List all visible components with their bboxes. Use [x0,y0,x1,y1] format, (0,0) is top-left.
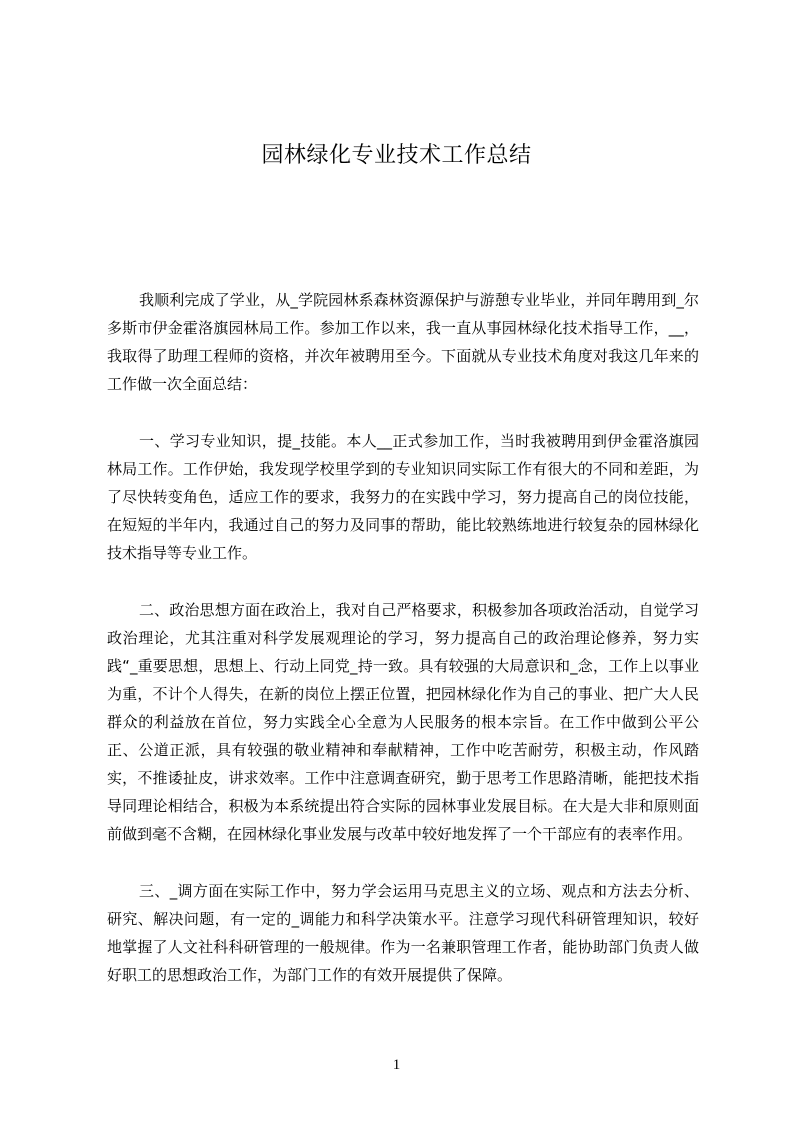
document-title: 园林绿化专业技术工作总结 [261,143,532,168]
paragraph-section-2: 二、政治思想方面在政治上，我对自己严格要求，积极参加各项政治活动，自觉学习政治理论，尤其注重对科学发展观理论的学习，努力提高自己的政治理论修养，努力实践“_重要思想，思想上、行动上同党_持一致。具有较强的大局意识和_念，工作上以事业为重，不计个人得失，在新的岗位上摆正位置，把园林绿化作为自己的事业、把广大人民群众的利益放在首位，努力实践全心全意为人民服务的根本宗旨。在工作中做到公平公正、公道正派，具有较强的敬业精神和奉献精神，工作中吃苦耐劳，积极主动，作风踏实，不推诿扯皮，讲求效率。工作中注意调查研究，勤于思考工作思路清晰，能把技术指导同理论相结合，积极为本系统提出符合实际的园林事业发展目标。在大是大非和原则面前做到毫不含糊，在园林绿化事业发展与改革中较好地发挥了一个干部应有的表率作用。 [107,601,699,843]
paragraph-section-3: 三、_调方面在实际工作中，努力学会运用马克思主义的立场、观点和方法去分析、研究、解决问题，有一定的_调能力和科学决策水平。注意学习现代科研管理知识，较好地掌握了人文社科科研管理的一般规律。作为一名兼职管理工作者，能协助部门负责人做好职工的思想政治工作，为部门工作的有效开展提供了保障。 [107,882,699,984]
page-number: 1 [392,1057,401,1073]
document-body [107,286,699,1018]
paragraph-section-1: 一、学习专业知识，提_技能。本人__正式参加工作，当时我被聘用到伊金霍洛旗园林局工作。工作伊始，我发现学校里学到的专业知识同实际工作有很大的不同和差距，为了尽快转变角色，适应工作的要求，我努力的在实践中学习，努力提高自己的岗位技能，在短短的半年内，我通过自己的努力及同事的帮助，能比较熟练地进行较复杂的园林绿化技术指导等专业工作。 [107,432,699,562]
paragraph-intro: 我顺利完成了学业，从_学院园林系森林资源保护与游憩专业毕业，并同年聘用到_尔多斯市伊金霍洛旗园林局工作。参加工作以来，我一直从事园林绿化技术指导工作，__，我取得了助理工程师的资格，并次年被聘用至今。下面就从专业技术角度对我这几年来的工作做一次全面总结： [107,291,699,393]
